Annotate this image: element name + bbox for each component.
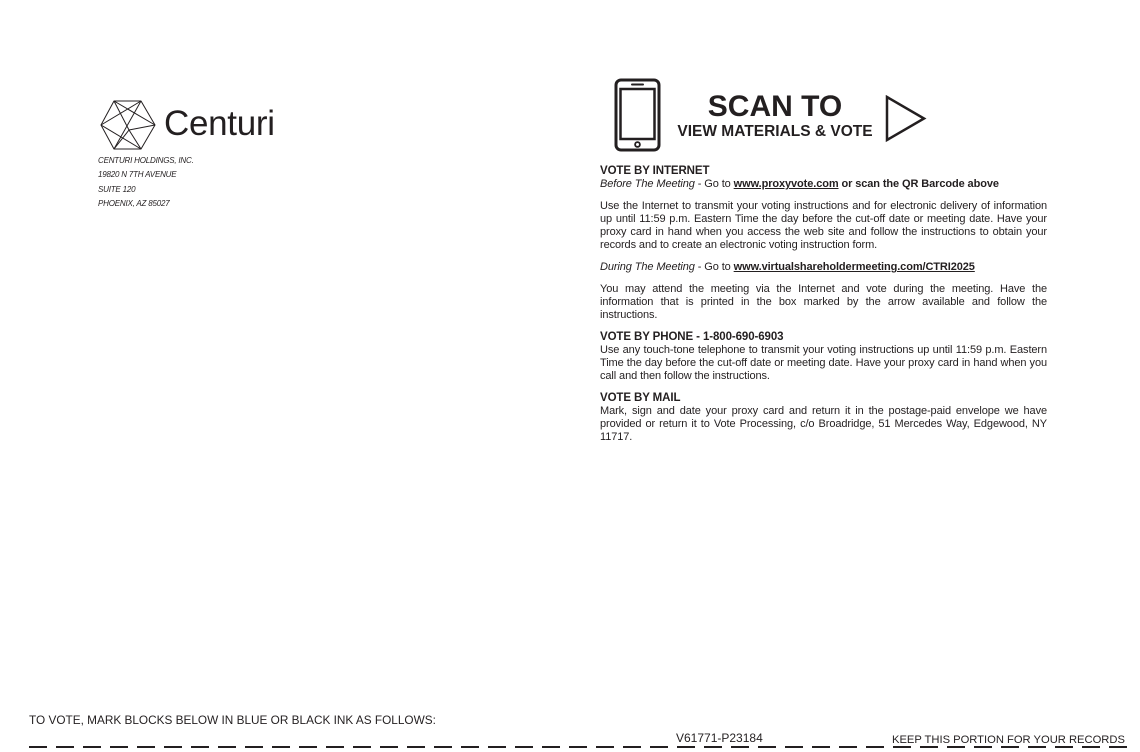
before-meeting-label: Before The Meeting [600, 178, 695, 190]
detach-dashed-line [29, 746, 1130, 748]
company-address [98, 154, 194, 211]
scan-title: SCAN TO [707, 90, 843, 123]
vote-by-phone-text: Use any touch-tone telephone to transmit your voting instructions up until 11:59 p.m. Eastern Time the day before the cut-off date or meeting date. Have your proxy card in hand when you call and then follow the instructions. [600, 344, 1047, 382]
address-line-company: CENTURI HOLDINGS, INC. [98, 156, 194, 165]
play-arrow-icon [884, 95, 928, 143]
smartphone-icon [614, 78, 661, 152]
before-meeting-line [600, 178, 1047, 191]
during-meeting-text: You may attend the meeting via the Internet and vote during the meeting. Have the information that is printed in the box marked by the arrow available and follow the instructions. [600, 283, 1047, 321]
keep-portion-label: KEEP THIS PORTION FOR YOUR RECORDS [892, 734, 1125, 746]
virtual-meeting-link[interactable]: www.virtualshareholdermeeting.com/CTRI2025 [733, 261, 975, 273]
during-meeting-label: During The Meeting [600, 261, 695, 273]
address-line-street: 19820 N 7TH AVENUE [98, 170, 177, 180]
before-meeting-goto: - Go to [694, 178, 734, 190]
polyhedron-logo-icon [99, 99, 157, 151]
control-code: V61771-P23184 [676, 731, 763, 745]
proxyvote-link[interactable]: www.proxyvote.com [733, 178, 839, 190]
during-meeting-goto: - Go to [694, 261, 734, 273]
company-logo-name: Centuri [164, 104, 275, 143]
ballot-marking-instructions: TO VOTE, MARK BLOCKS BELOW IN BLUE OR BLACK INK AS FOLLOWS: [29, 713, 436, 727]
vote-by-phone-heading: VOTE BY PHONE - 1-800-690-6903 [600, 331, 784, 343]
before-meeting-suffix: or scan the QR Barcode above [838, 178, 999, 190]
scan-subtitle: VIEW MATERIALS & VOTE [677, 123, 873, 140]
address-line-city: PHOENIX, AZ 85027 [98, 198, 170, 208]
during-meeting-line [600, 261, 1047, 274]
before-meeting-text: Use the Internet to transmit your voting instructions and for electronic delivery of information up until 11:59 p.m. Eastern Time the day before the cut-off date or meeting date. Have your proxy card in hand when you access the web site and follow the instructions to obtain your records and to create an electronic voting instruction form. [600, 200, 1047, 251]
vote-by-mail-text: Mark, sign and date your proxy card and return it in the postage-paid envelope we have provided or return it to Vote Processing, c/o Broadridge, 51 Mercedes Way, Edgewood, NY 11717. [600, 405, 1047, 443]
voting-instructions [600, 165, 1047, 444]
address-line-suite: SUITE 120 [98, 184, 136, 194]
vote-by-internet-heading: VOTE BY INTERNET [600, 165, 710, 177]
vote-by-mail-heading: VOTE BY MAIL [600, 392, 681, 404]
